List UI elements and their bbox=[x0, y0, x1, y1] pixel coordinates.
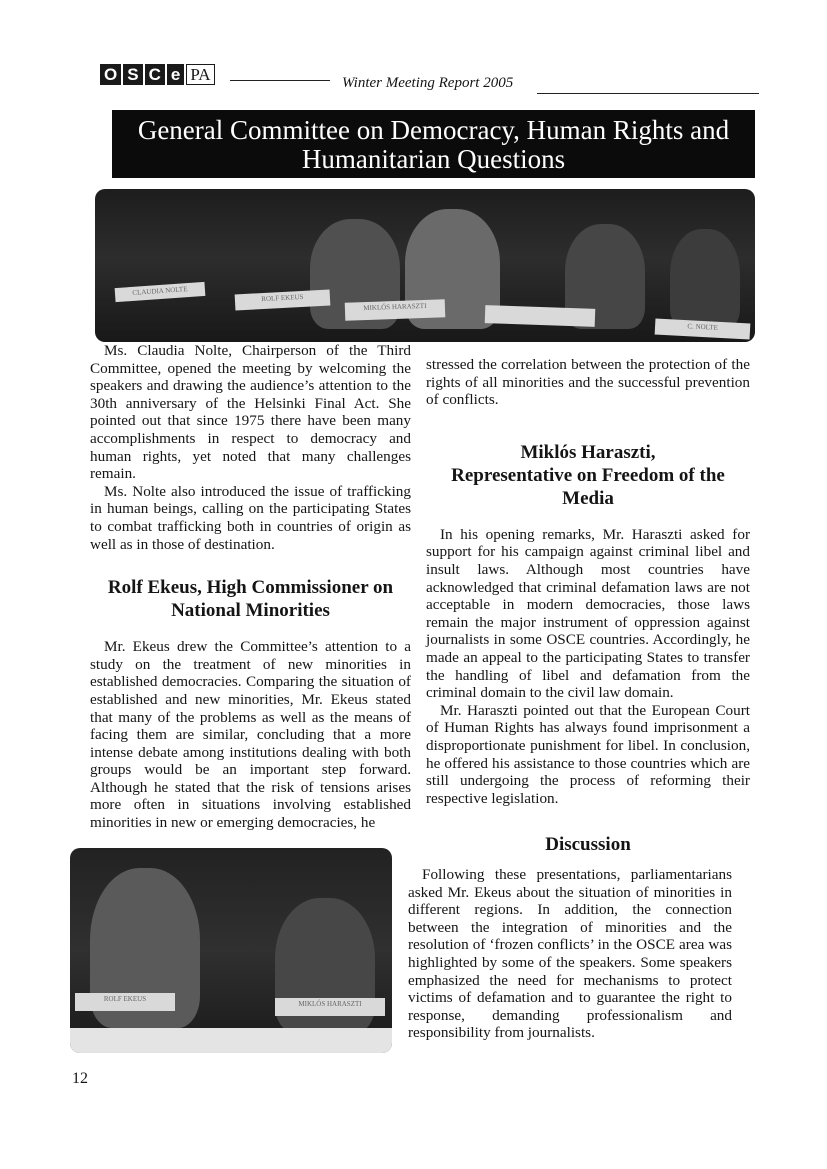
paragraph: Ms. Nolte also introduced the issue of trafficking in human beings, calling on the participating States to combat trafficking both in countries of origin as well as in those of destination. bbox=[90, 482, 411, 553]
logo-letter: O bbox=[100, 64, 121, 85]
section-heading: Discussion bbox=[545, 834, 631, 856]
osce-pa-logo bbox=[100, 64, 215, 85]
name-plate: CLAUDIA NOLTE bbox=[115, 282, 206, 302]
page-number: 12 bbox=[72, 1070, 88, 1087]
paragraph: Ms. Claudia Nolte, Chairperson of the Third Committee, opened the meeting by welcoming the speakers and drawing the audience’s attention to the 30th anniversary of the Helsinki Final Act. She pointed out that since 1975 there have been many accomplishments in respect to democracy and human rights, yet noted that many challenges remain. bbox=[90, 342, 411, 483]
paragraph: In his opening remarks, Mr. Haraszti asked for support for his campaign against criminal libel and insult laws. Although most countries have acknowledged that criminal defamation laws are not acceptable in modern democracies, those laws remain the major instrument of oppression against journalists in some OSCE countries. Accordingly, he made an appeal to the participating States to transfer the handling of libel and defamation from the criminal domain to the civil law domain. bbox=[426, 525, 750, 702]
name-plate bbox=[485, 305, 596, 327]
logo-letter: e bbox=[167, 64, 184, 85]
photo-person bbox=[670, 229, 740, 329]
header-rule-left bbox=[230, 80, 330, 81]
name-plate: MIKLÓS HARASZTI bbox=[345, 299, 446, 320]
logo-letter: S bbox=[123, 64, 142, 85]
section-heading: Miklós Haraszti, bbox=[520, 441, 656, 463]
name-plate: ROLF EKEUS bbox=[235, 290, 331, 311]
paragraph: Following these presentations, parliamentarians asked Mr. Ekeus about the situation of minorities in different regions. In addition, the connection between the integration of minorities and the resolution of ‘frozen conflicts’ in the OSCE area was highlighted by some of the speakers. Some speakers emphasized the need for mechanisms to protect victims of defamation and to guarantee the right to response, demanding professionalism and responsibility from journalists. bbox=[408, 866, 732, 1042]
name-plate: C. NOLTE bbox=[655, 319, 751, 340]
paragraph: Mr. Ekeus drew the Committee’s attention to a study on the treatment of new minorities in established democracies. Comparing the situation of established and new minorities, Mr. Ekeus stated that many of the problems as well as the means of facing them are similar, concluding that a more intense debate among institutions dealing with both groups would be an important step forward. Although he stated that the risk of tensions arises more often in situations involving established minorities in new or emerging democracies, he bbox=[90, 638, 411, 832]
report-title: Winter Meeting Report 2005 bbox=[342, 75, 514, 91]
paragraph: stressed the correlation between the protection of the rights of all minorities and the successful prevention of conflicts. bbox=[426, 356, 750, 409]
banner-line-1: General Committee on Democracy, Human Rights and bbox=[137, 115, 730, 145]
right-column-lower bbox=[408, 866, 732, 1042]
left-column bbox=[90, 342, 411, 832]
section-heading: Representative on Freedom of the Media bbox=[451, 464, 725, 509]
panel-photo bbox=[95, 189, 755, 342]
header-rule-right bbox=[537, 93, 759, 94]
photo-table bbox=[70, 1028, 392, 1053]
logo-pa: PA bbox=[186, 64, 214, 85]
name-plate: MIKLÓS HARASZTI bbox=[275, 998, 385, 1016]
name-plate: ROLF EKEUS bbox=[75, 993, 175, 1011]
logo-letter: C bbox=[145, 64, 165, 85]
banner-line-2: Humanitarian Questions bbox=[301, 144, 566, 174]
speakers-photo bbox=[70, 848, 392, 1053]
right-column bbox=[426, 356, 750, 872]
section-heading: Rolf Ekeus, High Commissioner on National Minorities bbox=[107, 577, 394, 622]
paragraph: Mr. Haraszti pointed out that the European Court of Human Rights has always found imprisonment a disproportionate punishment for libel. In conclusion, he offered his assistance to those countries which are still undergoing the process of reforming their respective legislation. bbox=[426, 701, 750, 807]
section-banner bbox=[112, 110, 755, 178]
